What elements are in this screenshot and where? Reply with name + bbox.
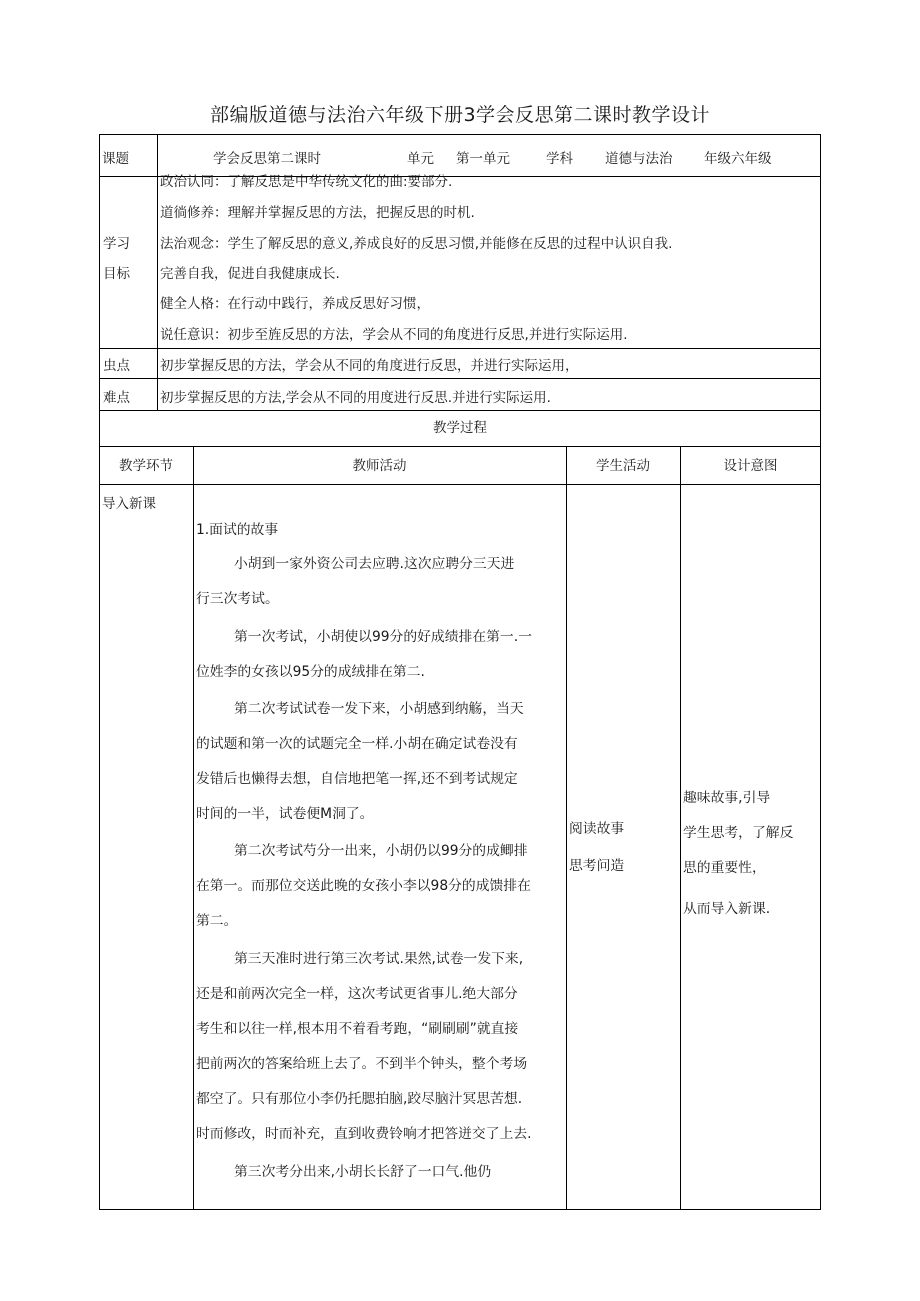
intent-line: 思的重要性， [683,860,766,876]
story-line: 时而修改，时而补充，直到收费铃响才把答迸交了上去. [196,1126,532,1142]
student-activity-line: 阅读故事 [569,821,625,837]
goal-line: 完善自我，促进自我健康成长. [160,266,340,282]
story-title: 1.面试的故事 [196,522,279,538]
story-line: 第三天准时进行第三次考试.果然,试卷一发下来, [234,951,524,967]
difficulty-text: 初步掌握反思的方法,学会从不同的用度进行反思.并进行实际运用. [160,390,551,406]
row-divider [99,348,821,349]
intent-line: 学生思考，了解反 [683,825,794,841]
topic-label: 课题 [102,151,129,167]
student-activity-line: 思考问造 [569,858,625,874]
goal-line: 道徜修养：理解并掌握反思的方法，把握反思的时机. [160,205,475,221]
grade-value: 年级六年级 [704,151,772,167]
intent-line: 从而导入新课. [683,901,771,917]
goal-line: 健全人格：在行动中践行，养成反思好习惯， [160,296,430,312]
col-divider [157,134,158,410]
col-header-stage: 教学环节 [119,458,173,474]
unit-label: 单元 [407,151,434,167]
story-line: 都空了。只有那位小李仍托腮拍脑,跤尽脑汁冥思苦想. [196,1091,523,1107]
key-point-text: 初步掌握反思的方法，学会从不同的角度进行反思，并进行实际运用， [160,358,579,374]
process-title: 教学过程 [433,420,487,436]
col-header-teacher: 教师活动 [352,458,407,474]
goal-line: 政治认同：了解反思是中华传统文化的曲:要部分. [160,174,453,190]
row-divider [99,410,821,411]
story-line: 第二。 [196,913,238,929]
story-line: 行三次考试。 [196,591,279,607]
story-line: 第三次考分出来,小胡长长舒了一口气.他仍 [234,1164,492,1180]
topic-value: 学会反思第二课时 [213,151,321,167]
story-line: 小胡到一家外资公司去应聘.这次应聘分三天进 [234,556,515,572]
page-title: 部编版道德与法治六年级下册3学会反思第二课时教学设计 [209,104,711,126]
story-line: 第二次考试芍分一出来，小胡仍以99分的成鲫排 [234,843,528,859]
subject-value: 道德与法治 [605,151,673,167]
story-line: 位姓李的女孩以95分的成绒排在第二. [196,664,425,680]
goals-label-2: 目标 [103,266,130,282]
story-line: 第二次考试试卷一发下来，小胡感到纳觞，当天 [234,701,524,717]
key-point-label: 虫点 [103,358,130,374]
row-divider [99,378,821,379]
intent-line: 趣味故事,引导 [683,790,771,806]
stage-name: 导入新课 [102,496,156,512]
story-line: 在第一。而那位交送此晚的女孩小李以98分的成馈排在 [196,878,531,894]
story-line: 发错后也懒得去想，自信地把笔一挥,还不到考试规定 [196,771,518,787]
subject-label: 学科 [546,151,573,167]
row-divider [99,484,821,485]
difficulty-label: 难点 [103,390,130,406]
col-header-student: 学生活动 [596,458,650,474]
story-line: 把前两次的答案给班上去了。不到半个钟头，整个考场 [196,1056,528,1072]
col-divider [193,446,194,1210]
col-divider [566,446,567,1210]
goals-label-1: 学习 [103,236,130,252]
story-line: 考生和以往一样,根本用不着看考跑，“刷刷刷”就直接 [196,1021,519,1037]
story-line: 时间的一半，试卷便M洞了。 [196,806,374,822]
unit-value: 第一单元 [456,151,510,167]
col-header-intent: 设计意图 [723,458,778,474]
story-line: 第一次考试，小胡使以99分的好成绩排在第一.一 [234,629,532,645]
story-line: 的试题和第一次的试题完全一样.小胡在确定试卷没有 [196,736,518,752]
goal-line: 法治观念：学生了解反思的意义,养成良好的反思习惯,并能修在反思的过程中认识自我. [160,236,673,252]
goal-line: 说任意识：初步至旌反思的方法，学会从不同的角度进行反思,并进行实际运用. [160,327,628,343]
story-line: 还是和前两次完全一样，这次考试更省事儿.绝大部分 [196,986,518,1002]
col-divider [680,446,681,1210]
row-divider [99,446,821,447]
